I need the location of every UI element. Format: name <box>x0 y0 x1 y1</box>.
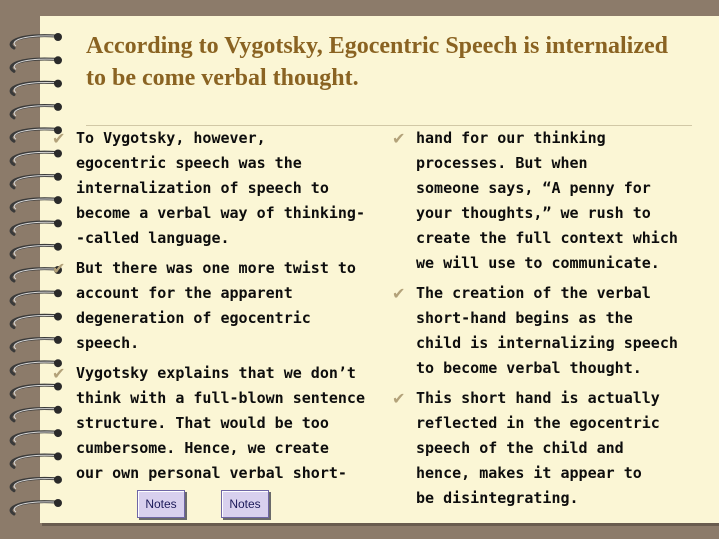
spiral-ring-icon <box>11 103 62 118</box>
check-icon: ✔ <box>52 129 66 148</box>
check-icon: ✔ <box>392 284 406 303</box>
slide-title: According to Vygotsky, Egocentric Speech is internalized to be come verbal thought. <box>86 33 668 91</box>
spiral-ring-icon <box>11 56 62 71</box>
spiral-ring-icon <box>11 499 62 514</box>
check-icon: ✔ <box>52 259 66 278</box>
bullet-item <box>52 256 382 356</box>
bullet-text: But there was one more twist to account for the apparent degeneration of egocentric speech. <box>76 259 356 352</box>
bullet-item <box>392 126 692 276</box>
notes-button[interactable]: Notes <box>137 490 185 518</box>
bullet-text: This short hand is actually reflected in the egocentric speech of the child and hence, makes it appear to be disintegrating. <box>416 389 660 507</box>
check-icon: ✔ <box>52 364 66 383</box>
bullet-item <box>52 361 382 486</box>
check-icon: ✔ <box>392 389 406 408</box>
check-icon: ✔ <box>392 129 406 148</box>
bullet-text: Vygotsky explains that we don’t think with a full-blown sentence structure. That would be too cumbersome. Hence, we create our own personal verbal short- <box>76 364 365 482</box>
bullet-item <box>392 386 692 511</box>
right-column <box>392 126 692 516</box>
bullet-text: hand for our thinking processes. But when someone says, “A penny for your thoughts,” we rush to create the full context which we will use to communicate. <box>416 129 678 272</box>
bullet-text: The creation of the verbal short-hand begins as the child is internalizing speech to become verbal thought. <box>416 284 678 377</box>
left-column <box>52 126 382 491</box>
spiral-ring-icon <box>11 33 62 48</box>
bullet-item <box>52 126 382 251</box>
notes-button[interactable]: Notes <box>221 490 269 518</box>
bullet-item <box>392 281 692 381</box>
spiral-ring-icon <box>11 80 62 95</box>
bullet-text: To Vygotsky, however, egocentric speech was the internalization of speech to become a verbal way of thinking- -called language. <box>76 129 365 247</box>
